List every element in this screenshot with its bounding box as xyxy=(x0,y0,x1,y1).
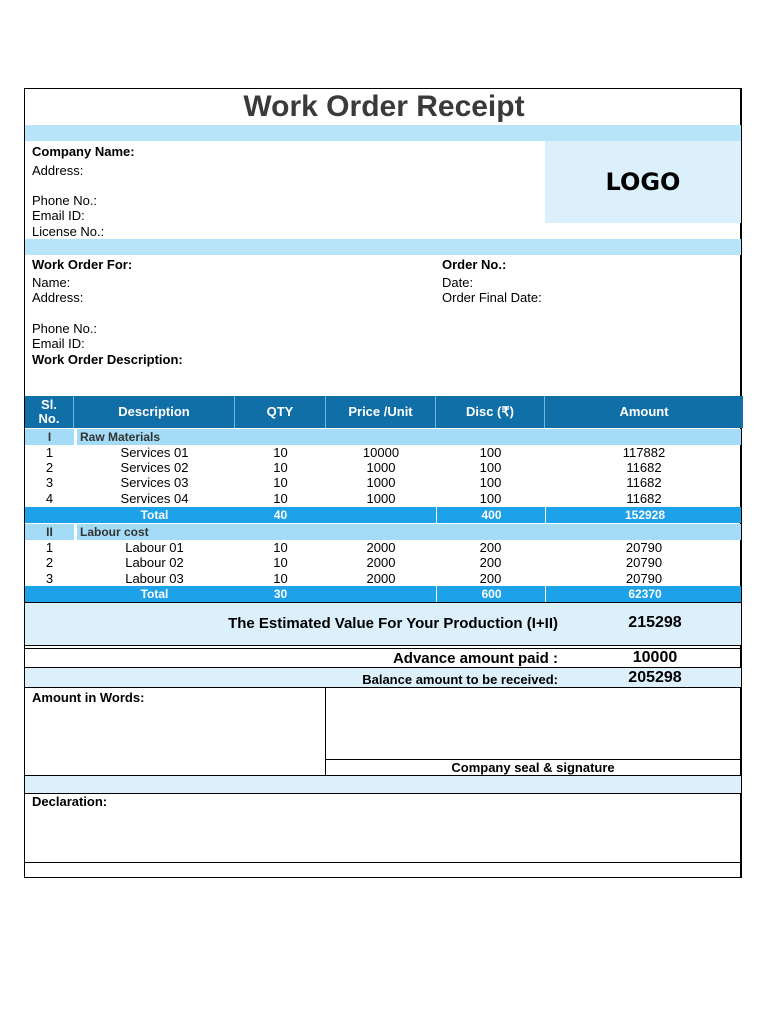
row-qty: 10 xyxy=(273,445,288,460)
total-amount: 152928 xyxy=(545,507,744,523)
row-amount: 20790 xyxy=(625,555,663,570)
table-row xyxy=(25,445,741,460)
row-sl-no: 2 xyxy=(45,555,54,570)
row-discount: 200 xyxy=(479,555,502,570)
table-row xyxy=(25,540,741,555)
row-price: 2000 xyxy=(366,555,396,570)
row-amount: 117882 xyxy=(622,445,666,460)
col-header-amount: Amount xyxy=(619,404,669,419)
client-name-label: Name: xyxy=(32,275,71,290)
row-qty: 10 xyxy=(273,475,288,490)
balance-label: Balance amount to be received: xyxy=(362,672,558,687)
client-email-label: Email ID: xyxy=(32,336,85,351)
row-sl-no: 1 xyxy=(45,540,54,555)
section-name: Labour cost xyxy=(80,525,149,539)
row-description: Labour 02 xyxy=(125,555,184,570)
section-numeral: II xyxy=(46,525,53,539)
row-description: Services 01 xyxy=(120,445,189,460)
row-description: Labour 03 xyxy=(125,571,184,586)
divider-band xyxy=(25,125,741,141)
company-license-label: License No.: xyxy=(32,224,105,239)
document-title: Work Order Receipt xyxy=(243,90,525,123)
advance-label: Advance amount paid : xyxy=(392,650,558,667)
advance-value: 10000 xyxy=(632,649,678,666)
row-qty: 10 xyxy=(273,555,288,570)
row-price: 10000 xyxy=(362,445,400,460)
total-discount: 400 xyxy=(436,507,546,523)
amount-in-words-label: Amount in Words: xyxy=(32,690,145,705)
row-price: 2000 xyxy=(366,540,396,555)
row-description: Services 02 xyxy=(120,460,189,475)
row-qty: 10 xyxy=(273,540,288,555)
row-discount: 200 xyxy=(479,571,502,586)
col-header-sl-no: Sl. No. xyxy=(25,396,74,428)
balance-value: 205298 xyxy=(628,669,682,686)
row-sl-no: 3 xyxy=(45,475,54,490)
row-qty: 10 xyxy=(273,491,288,506)
work-order-description-label: Work Order Description: xyxy=(32,352,183,367)
estimated-value-row xyxy=(25,602,741,646)
section-divider xyxy=(25,793,741,794)
row-sl-no: 1 xyxy=(45,445,54,460)
declaration-label: Declaration: xyxy=(32,794,108,809)
row-discount: 100 xyxy=(479,475,502,490)
row-price: 1000 xyxy=(366,491,396,506)
row-description: Services 04 xyxy=(120,491,189,506)
row-discount: 100 xyxy=(479,460,502,475)
row-qty: 10 xyxy=(273,571,288,586)
row-price: 1000 xyxy=(366,460,396,475)
row-sl-no: 2 xyxy=(45,460,54,475)
row-amount: 20790 xyxy=(625,540,663,555)
row-amount: 11682 xyxy=(626,475,662,490)
section-total-row xyxy=(25,586,741,602)
table-row xyxy=(25,555,741,570)
row-description: Labour 01 xyxy=(125,540,184,555)
section-separator xyxy=(74,524,77,540)
row-price: 1000 xyxy=(366,475,396,490)
total-discount: 600 xyxy=(436,586,546,602)
items-table-header xyxy=(25,396,743,428)
col-header-discount: Disc (₹) xyxy=(436,396,545,428)
order-date-label: Date: xyxy=(442,275,474,290)
total-amount: 62370 xyxy=(545,586,744,602)
company-seal-label: Company seal & signature xyxy=(451,760,615,775)
row-sl-no: 4 xyxy=(45,491,54,506)
total-qty: 40 xyxy=(273,508,288,522)
order-final-date-label: Order Final Date: xyxy=(442,290,542,305)
row-discount: 200 xyxy=(479,540,502,555)
section-row-labour-cost xyxy=(25,524,741,540)
section-row-raw-materials xyxy=(25,429,741,445)
order-no-label: Order No.: xyxy=(442,257,507,272)
section-divider xyxy=(25,862,741,863)
row-amount: 11682 xyxy=(626,491,662,506)
table-row xyxy=(25,571,741,586)
table-row xyxy=(25,475,741,490)
row-qty: 10 xyxy=(273,460,288,475)
table-row xyxy=(25,491,741,506)
section-numeral: I xyxy=(47,430,52,444)
section-separator xyxy=(74,429,77,445)
row-discount: 100 xyxy=(479,445,502,460)
total-label: Total xyxy=(140,587,169,601)
client-phone-label: Phone No.: xyxy=(32,321,98,336)
col-header-price-unit: Price /Unit xyxy=(326,396,436,428)
total-qty: 30 xyxy=(273,587,288,601)
col-header-description: Description xyxy=(74,396,235,428)
receipt-sheet xyxy=(24,88,742,878)
total-label: Total xyxy=(140,508,169,522)
divider-band xyxy=(25,239,741,255)
work-order-for-label: Work Order For: xyxy=(32,257,133,272)
company-name-label: Company Name: xyxy=(32,144,135,159)
row-sl-no: 3 xyxy=(45,571,54,586)
company-phone-label: Phone No.: xyxy=(32,193,98,208)
row-amount: 11682 xyxy=(626,460,662,475)
section-name: Raw Materials xyxy=(80,430,161,444)
company-email-label: Email ID: xyxy=(32,208,85,223)
row-discount: 100 xyxy=(479,491,502,506)
estimated-value: 215298 xyxy=(628,614,682,631)
balance-row xyxy=(25,668,741,688)
row-description: Services 03 xyxy=(120,475,189,490)
divider-band xyxy=(25,776,741,793)
client-address-label: Address: xyxy=(32,290,84,305)
company-address-label: Address: xyxy=(32,163,84,178)
advance-row xyxy=(25,648,741,668)
logo-placeholder: LOGO xyxy=(545,141,741,223)
col-header-qty: QTY xyxy=(235,396,326,428)
section-total-row xyxy=(25,507,741,523)
table-row xyxy=(25,460,741,475)
row-price: 2000 xyxy=(366,571,396,586)
row-amount: 20790 xyxy=(625,571,663,586)
estimated-value-label: The Estimated Value For Your Production (I+II) xyxy=(228,615,558,632)
